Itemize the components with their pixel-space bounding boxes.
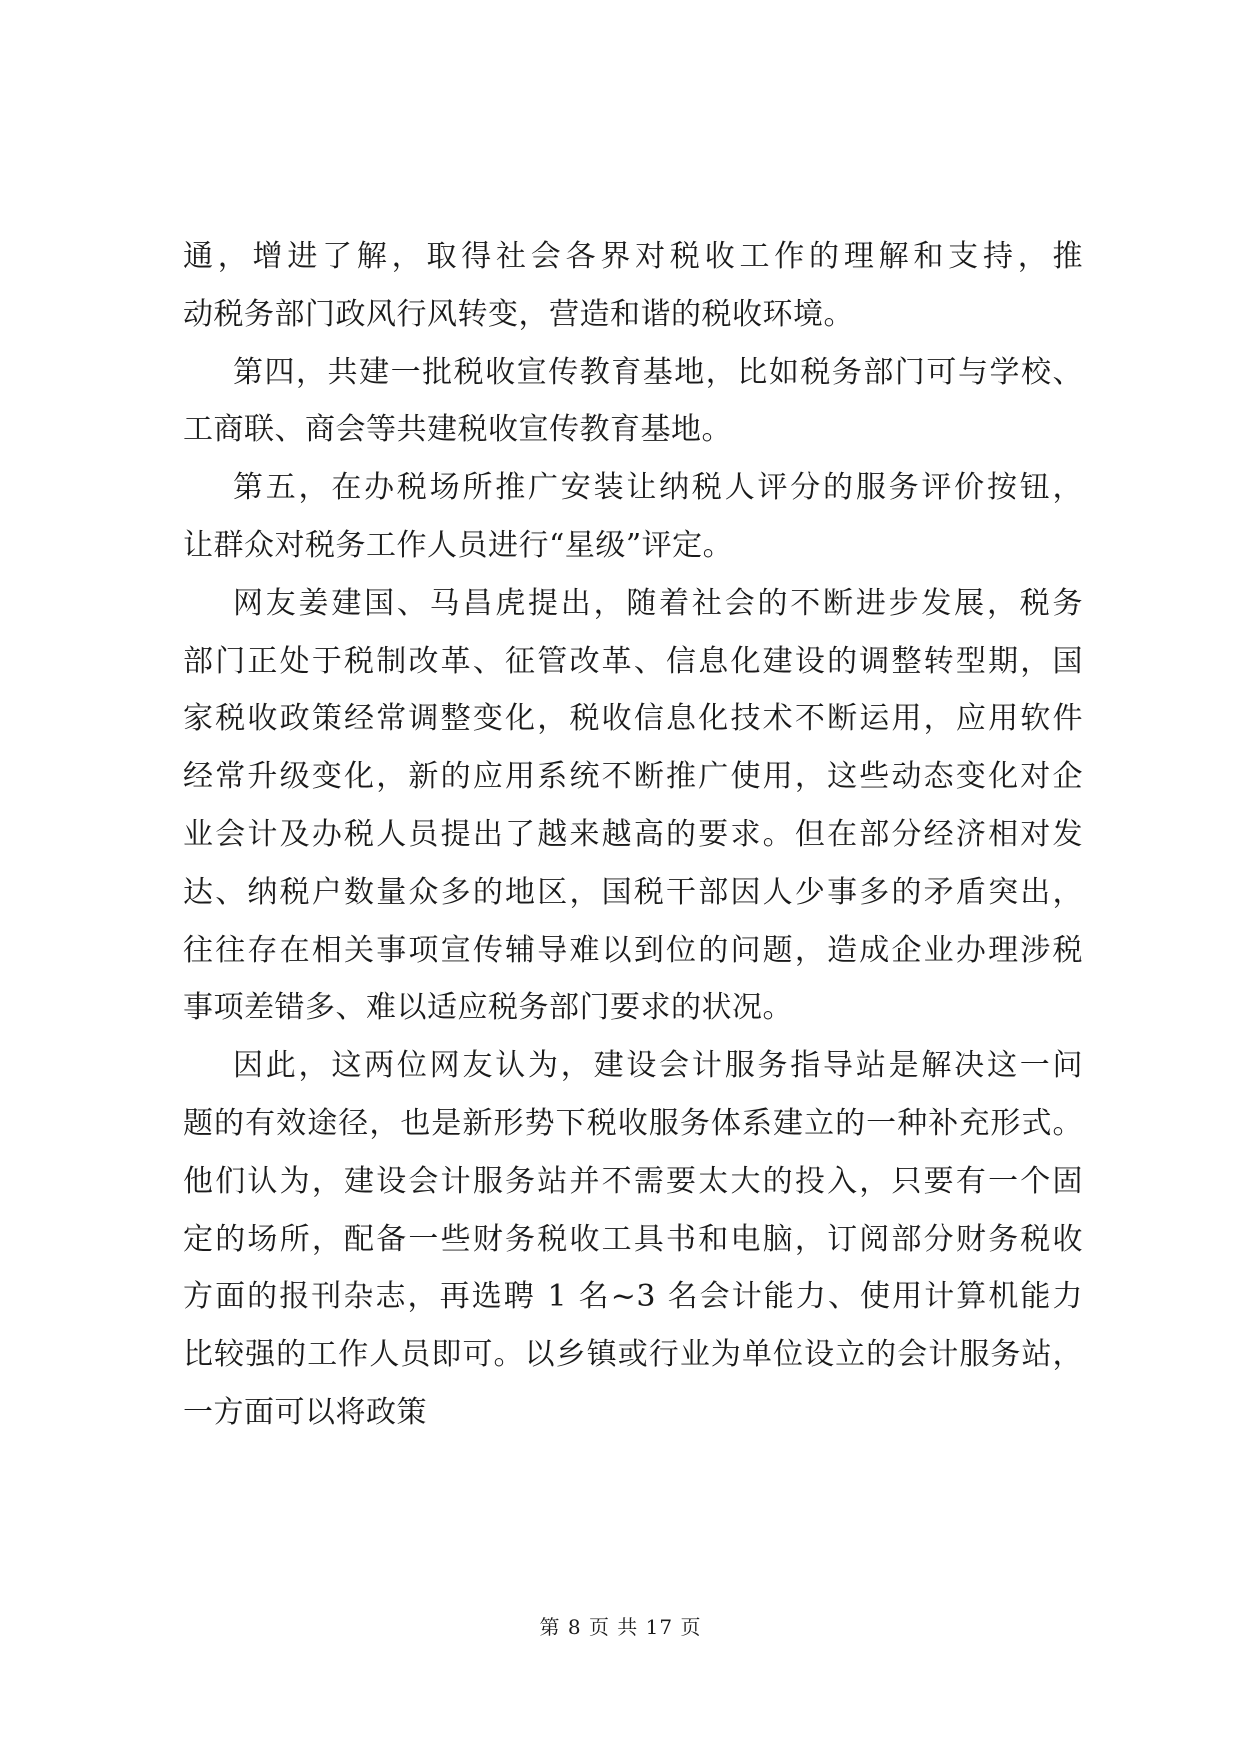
text-line: 往往存在相关事项宣传辅导难以到位的问题，造成企业办理涉税: [183, 932, 1083, 968]
paragraph: [183, 228, 1083, 344]
text-line: 经常升级变化，新的应用系统不断推广使用，这些动态变化对企: [183, 759, 1083, 795]
paragraph: [183, 459, 1083, 575]
text-line: 比较强的工作人员即可。以乡镇或行业为单位设立的会计服务站，: [183, 1337, 1083, 1373]
page-number-footer: 第 8 页 共 17 页: [539, 1615, 702, 1639]
text-line: 业会计及办税人员提出了越来越高的要求。但在部分经济相对发: [183, 816, 1083, 852]
paragraph: [183, 1037, 1083, 1442]
document-body: [183, 228, 1083, 1442]
text-line: 定的场所，配备一些财务税收工具书和电脑，订阅部分财务税收: [183, 1221, 1083, 1257]
text-line: 事项差错多、难以适应税务部门要求的状况。: [183, 990, 793, 1026]
text-line: 动税务部门政风行风转变，营造和谐的税收环境。: [183, 296, 854, 332]
text-line: 工商联、商会等共建税收宣传教育基地。: [183, 412, 732, 448]
text-line: 题的有效途径，也是新形势下税收服务体系建立的一种补充形式。: [183, 1105, 1083, 1141]
text-line: 第四，共建一批税收宣传教育基地，比如税务部门可与学校、: [233, 354, 1083, 390]
text-line: 第五，在办税场所推广安装让纳税人评分的服务评价按钮，: [233, 470, 1083, 506]
text-line: 通，增进了解，取得社会各界对税收工作的理解和支持，推: [183, 239, 1083, 274]
text-line: 他们认为，建设会计服务站并不需要太大的投入，只要有一个固: [183, 1163, 1083, 1199]
text-line: 因此，这两位网友认为，建设会计服务指导站是解决这一问: [233, 1048, 1083, 1084]
paragraph: [183, 575, 1083, 1037]
text-line: 让群众对税务工作人员进行“星级”评定。: [183, 527, 734, 563]
text-line: 一方面可以将政策: [183, 1394, 427, 1430]
text-line: 网友姜建国、马昌虎提出，随着社会的不断进步发展，税务: [233, 585, 1083, 621]
text-line: 达、纳税户数量众多的地区，国税干部因人少事多的矛盾突出，: [183, 874, 1083, 910]
paragraph: [183, 344, 1083, 460]
text-line: 部门正处于税制改革、征管改革、信息化建设的调整转型期，国: [183, 643, 1083, 679]
text-line: 方面的报刊杂志，再选聘 1 名~3 名会计能力、使用计算机能力: [183, 1279, 1083, 1315]
text-line: 家税收政策经常调整变化，税收信息化技术不断运用，应用软件: [183, 701, 1083, 737]
